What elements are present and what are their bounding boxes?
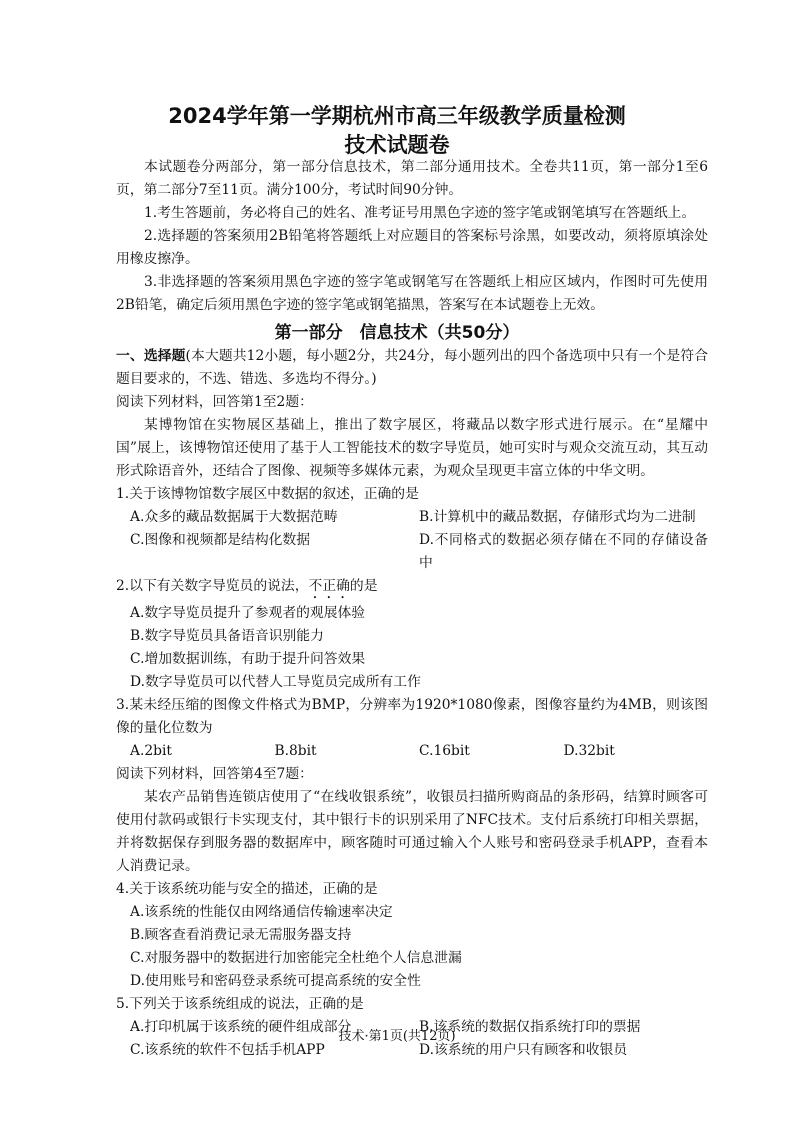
question-1-options-row-2 [116,529,708,575]
question-3-option-b: B.8bit [274,743,317,759]
question-3-stem: 3.某未经压缩的图像文件格式为BMP，分辨率为1920*1080像素，图像容量约为4MB，则该图像的量化位数为 [116,697,708,736]
question-1-option-a: A.众多的藏品数据属于大数据范畴 [130,509,338,525]
part-description: (本大题共12小题，每小题2分，共24分，每小题列出的四个备选项中只有一个是符合题目要求的，不选、错选、多选均不得分。) [116,348,708,387]
question-5-option-c: C.该系统的软件不包括手机APP [130,1042,325,1058]
question-5-stem: 5.下列关于该系统组成的说法，正确的是 [116,996,364,1012]
exam-title: 2024学年第一学期杭州市高三年级教学质量检测 [168,104,626,128]
part-label: 一、选择题 [116,348,186,364]
instructions-item-3: 3.非选择题的答案须用黑色字迹的签字笔或钢笔写在答题纸上相应区域内，作图时可先使用2B铅笔，确定后须用黑色字迹的签字笔或钢笔描黑，答案写在本试题卷上无效。 [116,274,708,313]
question-5-option-a: A.打印机属于该系统的硬件组成部分 [130,1019,352,1035]
question-1-stem: 1.关于该博物馆数字展区中数据的叙述，正确的是 [116,486,419,502]
question-2-stem-pre: 2.以下有关数字导览员的说法， [116,578,309,594]
material-1-lead: 阅读下列材料，回答第1至2题： [116,394,313,410]
question-1-option-d: D.不同格式的数据必须存储在不同的存储设备中 [419,532,708,571]
question-4-option-d: D.使用账号和密码登录系统可提高系统的安全性 [130,973,421,989]
instructions-intro: 本试题卷分两部分，第一部分信息技术，第二部分通用技术。全卷共11页，第一部分1至6页，第二部分7至11页。满分100分，考试时间90分钟。 [116,159,708,198]
part-heading [116,345,708,391]
question-2-stem-emphasis: 不正确 [308,578,350,594]
question-4-option-c: C.对服务器中的数据进行加密能完全杜绝个人信息泄漏 [130,950,462,966]
question-4-option-a: A.该系统的性能仅由网络通信传输速率决定 [130,904,393,920]
question-1-option-b: B.计算机中的藏品数据，存储形式均为二进制 [419,509,696,525]
question-1-option-c: C.图像和视频都是结构化数据 [130,532,311,548]
questions-block [116,345,708,1062]
material-2-lead: 阅读下列材料，回答第4至7题： [116,766,313,782]
question-2-option-a: A.数字导览员提升了参观者的观展体验 [130,605,366,621]
question-2-option-d: D.数字导览员可以代替人工导览员完成所有工作 [130,674,421,690]
material-1-text: 某博物馆在实物展区基础上，推出了数字展区，将藏品以数字形式进行展示。在“星耀中国”展上，该博物馆还使用了基于人工智能技术的数字导览员，她可实时与观众交流互动，其互动形式除语音外，还结合了图像、视频等多媒体元素，为观众呈现更丰富立体的中华文明。 [116,417,708,479]
question-2-stem-post: 的是 [349,578,378,594]
question-3-option-a: A.2bit [130,743,172,759]
question-5-option-b: B.该系统的数据仅指系统打印的票据 [419,1019,641,1035]
question-3-option-c: C.16bit [419,743,470,759]
exam-subtitle: 技术试题卷 [344,133,450,157]
question-2-stem [116,575,708,602]
instructions-block [116,156,708,317]
question-5-option-d: D.该系统的用户只有顾客和收银员 [419,1042,628,1058]
question-3-options [116,740,708,763]
question-2-option-c: C.增加数据训练，有助于提升问答效果 [130,651,366,667]
question-4-stem: 4.关于该系统功能与安全的描述，正确的是 [116,881,378,897]
question-1-options-row-1 [116,506,708,529]
question-3-option-d: D.32bit [563,743,615,759]
instructions-item-1: 1.考生答题前，务必将自己的姓名、准考证号用黑色字迹的签字笔或钢笔填写在答题纸上。 [144,205,696,221]
question-2-option-b: B.数字导览员具备语音识别能力 [130,628,324,644]
page-footer: 技术·第1页(共12页) [338,1029,456,1044]
question-4-option-b: B.顾客查看消费记录无需服务器支持 [130,927,352,943]
section-title: 第一部分 信息技术（共50分） [274,323,520,343]
instructions-item-2: 2.选择题的答案须用2B铅笔将答题纸上对应题目的答案标号涂黑，如要改动，须将原填涂处用橡皮擦净。 [116,228,708,267]
material-2-text: 某农产品销售连锁店使用了“在线收银系统”，收银员扫描所购商品的条形码，结算时顾客可使用付款码或银行卡实现支付，其中银行卡的识别采用了NFC技术。支付后系统打印相关票据，并将数据保存到服务器的数据库中，顾客随时可通过输入个人账号和密码登录手机APP，查看本人消费记录。 [116,789,708,874]
